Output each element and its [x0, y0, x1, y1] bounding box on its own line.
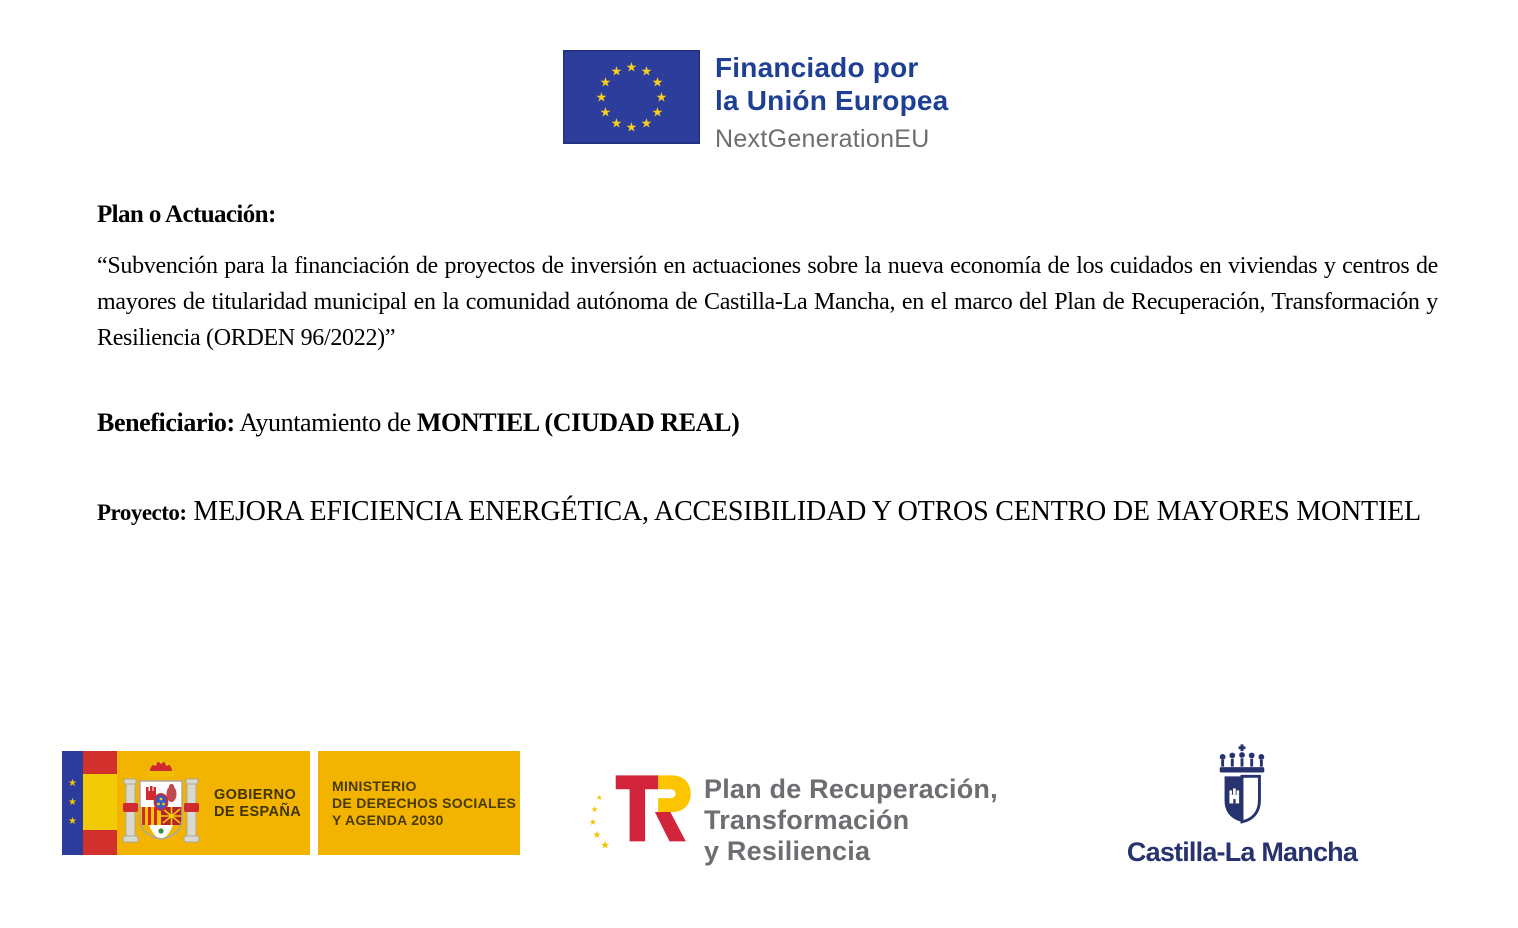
gobierno-label-line1: GOBIERNO — [214, 787, 297, 803]
plan-description-text: “Subvención para la financiación de proyectos de inversión en actuaciones sobre la nueva economía de los cuidados en viviendas y centros de mayores de titularidad municipal en la comunidad autónoma de Castilla-La Mancha, en el marco del Plan de Recuperación, Transformación y Resiliencia (ORDEN 96/2022)” — [97, 253, 1438, 351]
prtr-line1: Plan de Recuperación, — [704, 774, 998, 804]
proyecto-label: Proyecto: — [97, 500, 187, 525]
proyecto-text: MEJORA EFICIENCIA ENERGÉTICA, ACCESIBILIDAD Y OTROS CENTRO DE MAYORES MONTIEL — [186, 496, 1421, 527]
gobierno-espana-label — [214, 787, 301, 821]
svg-text:★: ★ — [610, 64, 623, 80]
beneficiario-prefix: Ayuntamiento de — [234, 408, 417, 437]
beneficiario-label: Beneficiario: — [97, 408, 235, 437]
ministerio-line3: Y AGENDA 2030 — [332, 811, 444, 828]
svg-text:★: ★ — [595, 90, 608, 106]
eu-flag-icon — [563, 50, 700, 144]
svg-text:★: ★ — [651, 105, 664, 121]
svg-text:★: ★ — [640, 64, 653, 80]
ministerio-logo-block — [318, 751, 520, 855]
svg-text:★: ★ — [651, 75, 664, 91]
svg-text:★: ★ — [625, 120, 638, 136]
svg-text:★: ★ — [610, 116, 623, 132]
castilla-la-mancha-logo — [1122, 743, 1362, 868]
prtr-line3: y Resiliencia — [704, 836, 871, 866]
eu-funding-header — [563, 50, 948, 154]
proyecto-line — [97, 489, 1438, 535]
gobierno-espana-logo — [62, 751, 520, 855]
funded-by-line2: la Unión Europea — [715, 85, 949, 116]
svg-text:★: ★ — [600, 839, 610, 852]
plan-actuacion-heading: Plan o Actuación: — [97, 201, 276, 228]
eu-funding-text — [715, 50, 948, 154]
ministerio-line1: MINISTERIO — [332, 777, 417, 794]
gobierno-label-line2: DE ESPAÑA — [214, 804, 302, 820]
svg-text:★: ★ — [655, 90, 668, 106]
funded-by-line1: Financiado por — [715, 52, 919, 83]
clm-shield-icon — [1211, 743, 1273, 829]
svg-text:★: ★ — [599, 75, 612, 91]
prtr-text — [704, 760, 998, 867]
nextgeneu-label: NextGenerationEU — [715, 125, 930, 153]
prtr-logo — [588, 760, 998, 867]
svg-text:★: ★ — [599, 105, 612, 121]
svg-text:★: ★ — [592, 830, 602, 842]
prtr-line2: Transformación — [704, 805, 910, 835]
prtr-tr-monogram-icon — [588, 760, 694, 860]
spain-flag-icon — [83, 751, 117, 855]
gobierno-logo-block — [62, 751, 310, 855]
beneficiario-line — [97, 408, 739, 438]
ministerio-line2: DE DERECHOS SOCIALES — [332, 794, 517, 811]
spain-coat-of-arms-icon — [119, 757, 203, 849]
svg-text:★: ★ — [640, 116, 653, 132]
svg-text:★: ★ — [625, 60, 638, 76]
eu-stars-strip-icon: ★ ★ ★ — [62, 751, 83, 855]
clm-label: Castilla-La Mancha — [1126, 837, 1358, 867]
svg-text:★: ★ — [588, 818, 597, 829]
beneficiario-entity: MONTIEL (CIUDAD REAL) — [416, 408, 740, 437]
svg-text:★: ★ — [590, 804, 599, 815]
spain-flag-strip — [62, 751, 117, 855]
svg-text:★: ★ — [596, 792, 603, 802]
